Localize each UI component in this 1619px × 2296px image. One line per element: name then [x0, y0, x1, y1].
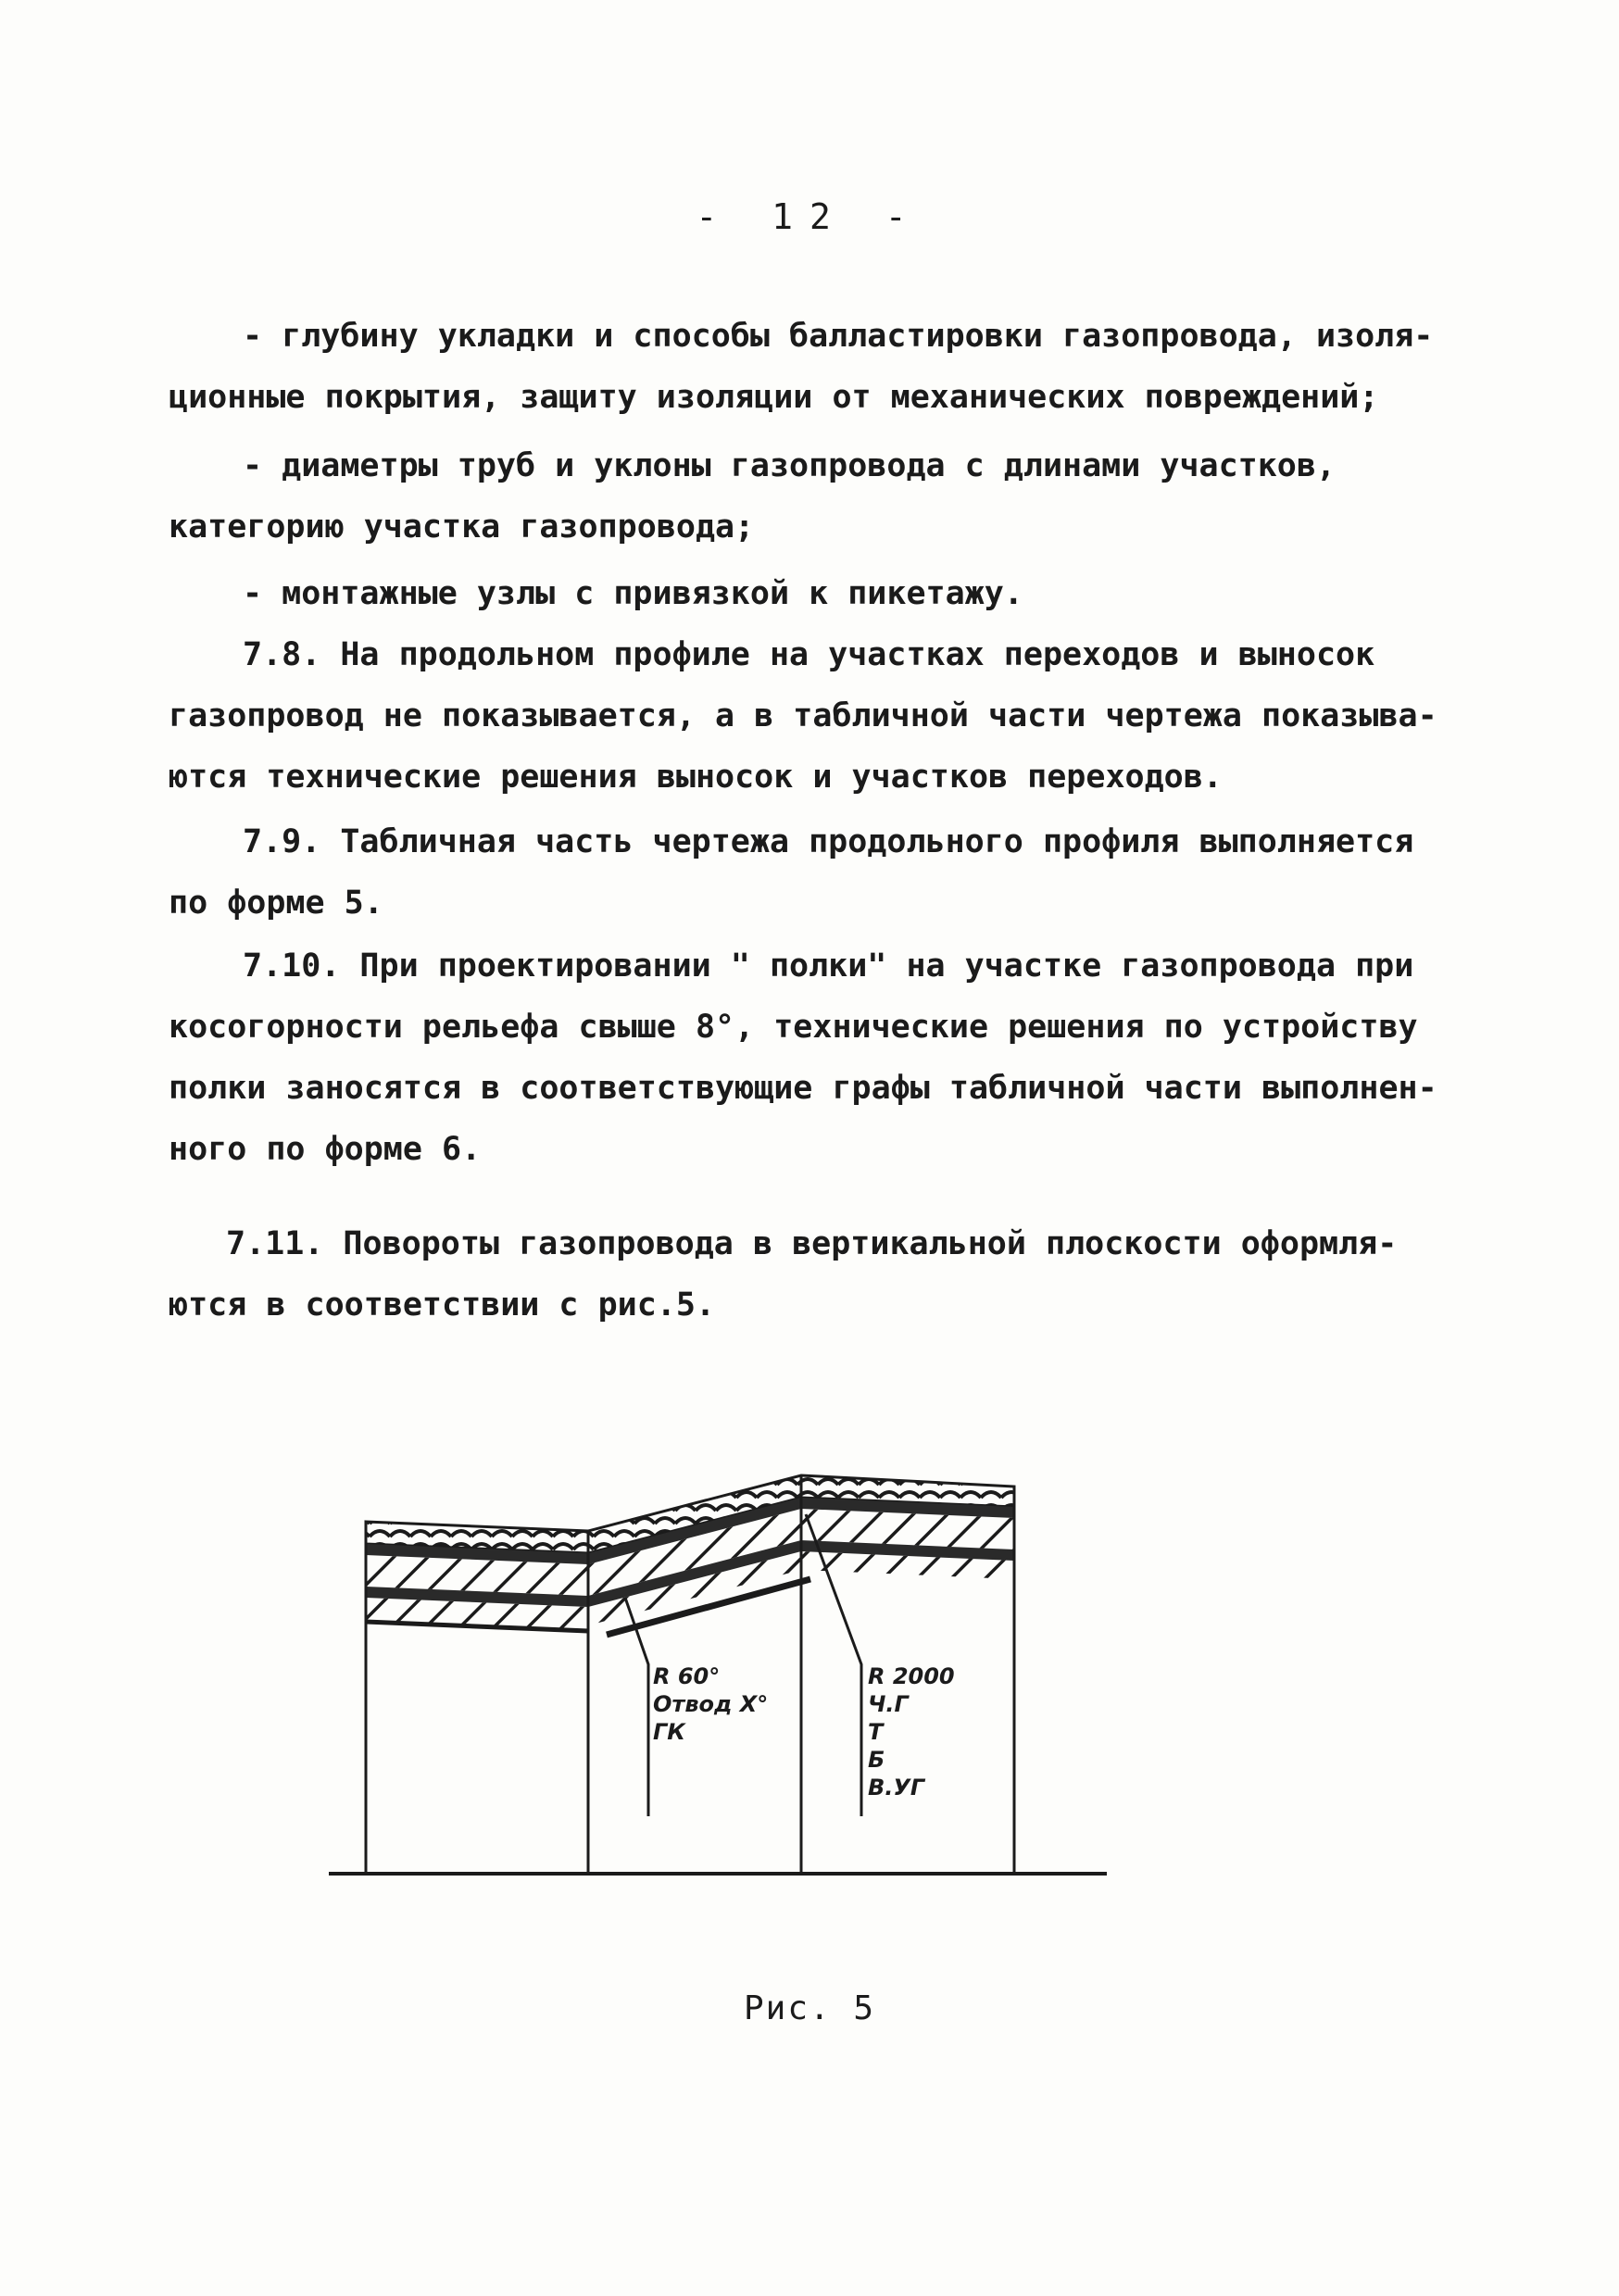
text-line: 7.8. На продольном профиле на участках переходов и выносок [243, 636, 1375, 673]
text-line: ются технические решения выносок и участков переходов. [169, 759, 1223, 796]
text-line: ционные покрытия, защиту изоляции от механических повреждений; [169, 379, 1379, 416]
paragraph-7-9 [169, 811, 1428, 934]
text-line: 7.10. При проектировании " полки" на участке газопровода при [243, 947, 1414, 985]
text-line: категорию участка газопровода; [169, 508, 755, 546]
bend-label-line: Б [868, 1747, 885, 1773]
text-line: 7.11. Повороты газопровода в вертикальной плоскости оформля- [226, 1225, 1398, 1262]
paragraph-7-11 [169, 1213, 1428, 1336]
bend-label-line: Ч.Г [868, 1691, 909, 1717]
paragraph-assembly-nodes [169, 563, 1428, 624]
bend-label-line: ГК [653, 1719, 685, 1745]
paragraph-depth [169, 306, 1434, 428]
text-line: - диаметры труб и уклоны газопровода с длинами участков, [243, 447, 1337, 484]
bend-label-left [653, 1662, 768, 1746]
bend-label-line: Т [868, 1719, 884, 1745]
bend-label-line: Отвод Х° [653, 1691, 769, 1717]
text-line: - глубину укладки и способы балластировки газопровода, изоля- [243, 318, 1434, 355]
text-line: газопровод не показывается, а в табличной части чертежа показыва- [169, 697, 1437, 734]
text-line: косогорности рельефа свыше 8°, технические решения по устройству [169, 1009, 1418, 1046]
text-line: ются в соответствии с рис.5. [169, 1286, 716, 1324]
bend-label-line: R 60° [653, 1663, 721, 1689]
bend-label-line: В.УГ [868, 1775, 925, 1800]
paragraph-diameters [169, 435, 1428, 558]
pipeline-profile-figure [329, 1449, 1107, 1913]
text-line: ного по форме 6. [169, 1131, 482, 1168]
page-number: - 12 - [696, 196, 923, 237]
bend-label-line: R 2000 [868, 1663, 955, 1689]
ground-layers [366, 1475, 1014, 1635]
text-line: 7.9. Табличная часть чертежа продольного профиля выполняется [243, 823, 1414, 860]
bend-label-right [868, 1662, 955, 1801]
figure-caption: Рис. 5 [743, 1989, 876, 2027]
text-line: полки заносятся в соответствующие графы табличной части выполнен- [169, 1070, 1437, 1107]
text-line: - монтажные узлы с привязкой к пикетажу. [243, 575, 1023, 612]
text-line: по форме 5. [169, 885, 383, 922]
paragraph-7-10 [169, 935, 1437, 1180]
paragraph-7-8 [169, 624, 1437, 808]
